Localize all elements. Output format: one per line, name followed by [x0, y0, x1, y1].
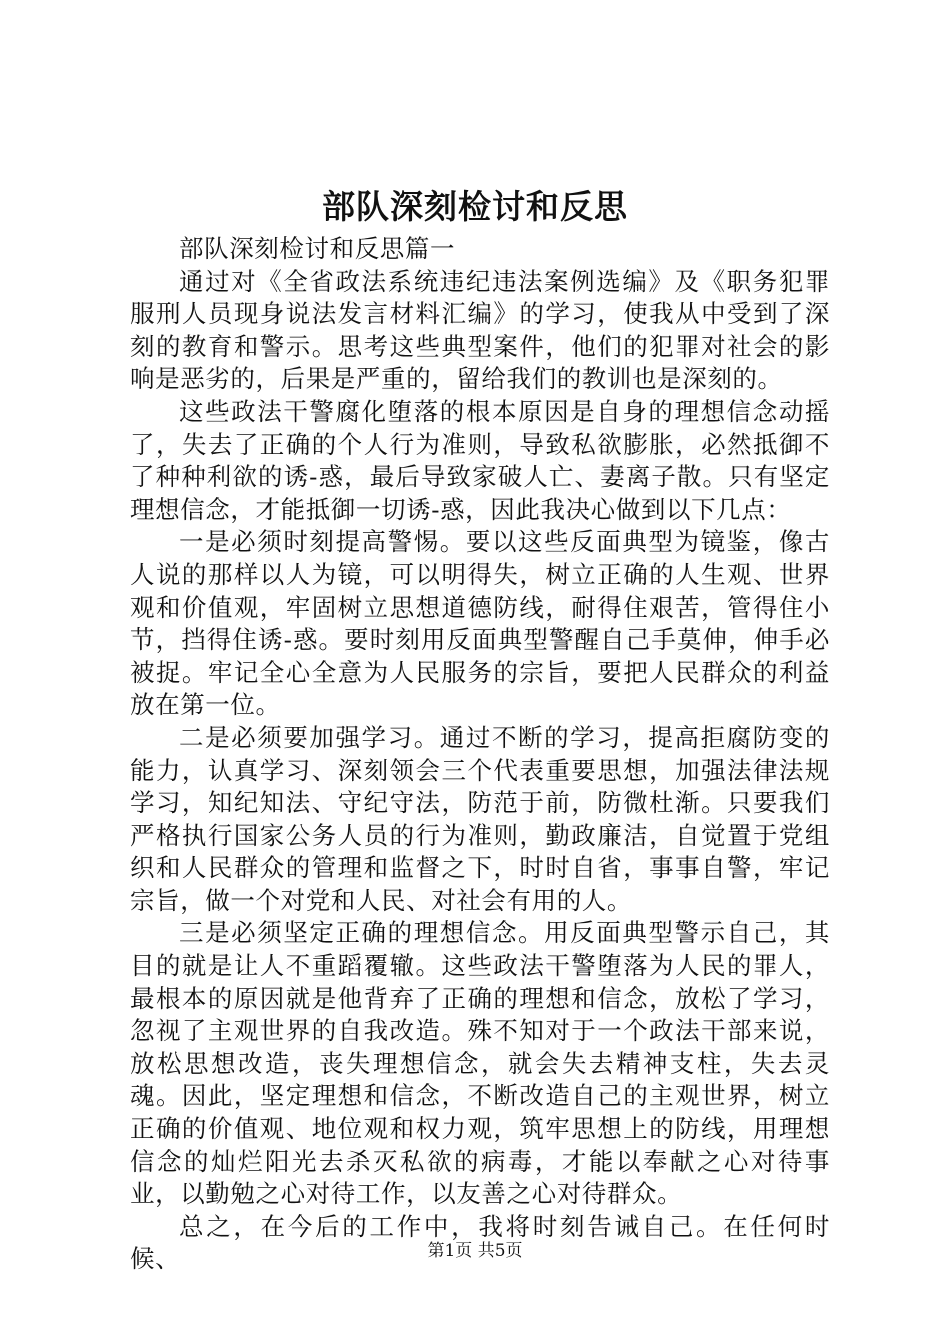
paragraph-point-two: 二是必须要加强学习。通过不断的学习，提高拒腐防变的能力，认真学习、深刻领会三个代表重要思想，加强法律法规学习，知纪知法、守纪守法，防范于前，防微杜渐。只要我们严格执行国家公务人员的行为准则，勤政廉洁，自觉置于党组织和人民群众的管理和监督之下，时时自省，事事自警，牢记宗旨，做一个对党和人民、对社会有用的人。 [130, 722, 830, 915]
paragraph-intro: 通过对《全省政法系统违纪违法案例选编》及《职务犯罪服刑人员现身说法发言材料汇编》的学习，使我从中受到了深刻的教育和警示。思考这些典型案件，他们的犯罪对社会的影响是恶劣的，后果是严重的，留给我们的教训也是深刻的。 [130, 266, 830, 394]
paragraph-point-one: 一是必须时刻提高警惕。要以这些反面典型为镜鉴，像古人说的那样以人为镜，可以明得失，树立正确的人生观、世界观和价值观，牢固树立思想道德防线，耐得住艰苦，管得住小节，挡得住诱-惑。要时刻用反面典型警醒自己手莫伸，伸手必被捉。牢记全心全意为人民服务的宗旨，要把人民群众的利益放在第一位。 [130, 527, 830, 720]
paragraph-root-cause: 这些政法干警腐化堕落的根本原因是自身的理想信念动摇了，失去了正确的个人行为准则，导致私欲膨胀，必然抵御不了种种利欲的诱-惑，最后导致家破人亡、妻离子散。只有坚定理想信念，才能抵御一切诱-惑，因此我决心做到以下几点： [130, 396, 830, 524]
paragraph-point-three: 三是必须坚定正确的理想信念。用反面典型警示自己，其目的就是让人不重蹈覆辙。这些政法干警堕落为人民的罪人，最根本的原因就是他背弃了正确的理想和信念，放松了学习，忽视了主观世界的自我改造。殊不知对于一个政法干部来说，放松思想改造，丧失理想信念，就会失去精神支柱，失去灵魂。因此，坚定理想和信念，不断改造自己的主观世界，树立正确的价值观、地位观和权力观，筑牢思想上的防线，用理想信念的灿烂阳光去杀灭私欲的病毒，才能以奉献之心对待事业，以勤勉之心对待工作，以友善之心对待群众。 [130, 918, 830, 1209]
document-body [130, 233, 830, 1276]
paragraph-conclusion: 总之，在今后的工作中，我将时刻告诫自己。在任何时候、 [130, 1211, 830, 1274]
section-heading: 部队深刻检讨和反思篇一 [179, 234, 456, 263]
document-title: 部队深刻检讨和反思 [322, 187, 628, 226]
page-number: 第1页 共5页 [427, 1241, 523, 1261]
